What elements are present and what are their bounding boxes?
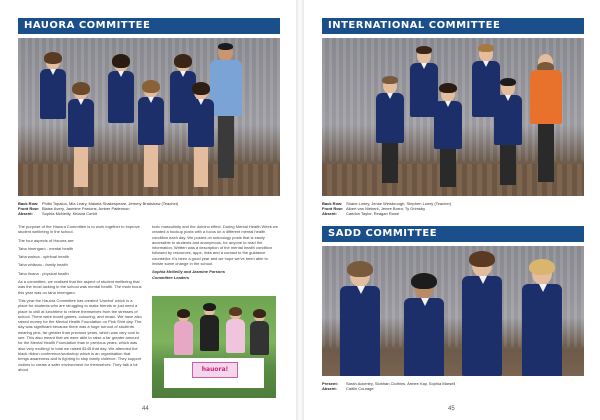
- hauora-committee-banner: HAUORA COMMITTEE: [18, 18, 280, 34]
- international-photo-caption: Back Row: Shane Lowry, Jense Weisbrough, Stephen Lowry (Teacher) Front Row: Albert van Niekerk, Jenee Borra, Ty Grimsby Absent: Caedon Taylor, Reagan Rowe: [322, 201, 452, 217]
- right-page: [304, 0, 600, 420]
- sadd-photo-caption: Present: Sarah Ackerley, Siobhan Clothins, Armee Kay, Sophia Marsell Absent: Caitlin Courage: [322, 381, 456, 392]
- committee-leaders-signature: Sophia McNeilly and Jasmine Parsons: [152, 269, 225, 275]
- hauora-group-photo: [18, 38, 280, 196]
- page-number-left: 44: [142, 406, 149, 412]
- sadd-committee-banner: SADD COMMITTEE: [322, 226, 584, 242]
- hauora-poster: hauora!: [192, 362, 238, 378]
- sadd-group-photo: [322, 246, 584, 376]
- left-page: [0, 0, 296, 420]
- hauora-text-column-1: The purpose of the Hauora Committee is to work together to improve student wellbeing in the school. The four aspects of Hauora are: Taha hinengaro - mental health Taha wairua - spiritual health Taha whānau - family health Taha tinana - physical health As a committee, we realised that the aspect of student wellbeing that was the most lacking in the school was mental health. The main focus this year was on taha hinengaro. This year the Hauora Committee has created 'Unwind' which is a place for students who are struggling to make friends or just need a place to chill at lunchtime to relieve themselves from the stresses of school. There were board games, colouring, and music. We have also raised money for the Mental Health Foundation on Pink Shirt day. The day was significant because there was a huge turnout of students wearing pink, far greater than previous years, which was very cool to see. This also meant that we were able to raise a far greater amount for the Mental Health Foundation than in previous years, which was also very exciting! In total we raised $145 that day. We attended the black ribbon conference/workshop which is an organisation that brings awareness and is fighting to stop family violence. They support victims to create a safer environment for themselves. They talk a lot about: [18, 224, 142, 372]
- hauora-stall-photo: [152, 296, 276, 398]
- international-group-photo: [322, 38, 584, 196]
- hauora-photo-caption: Back Row: Phiibi Topaloo, Mia Leary, Makeia Shakespeare, Jeremy Bradshaw (Teacher) Front Row: Blaise Avery, Jasmine Parsons, Amber Pattenson Absent: Sophia McNeilly, Kiriana Corbit: [18, 201, 179, 217]
- hauora-text-column-2: toxic masculinity and the domino effect. During Mental Health Week we created a hookup posts with a focus on a different mental health condition each day. We posted on schoology posts that is easily accessible to students and anonymous, for anyone to read the information. Written was a description of the mental health condition followed by resources, apps, links and a contact to the guidance counsellor. It's been a good year and we hope we've been able to inviste some change in the school. Sophia McNeilly and Jasmine Parsons Committee Leaders: [152, 224, 280, 280]
- book-gutter: [296, 0, 304, 420]
- international-committee-banner: INTERNATIONAL COMMITTEE: [322, 18, 584, 34]
- page-number-right: 45: [448, 406, 455, 412]
